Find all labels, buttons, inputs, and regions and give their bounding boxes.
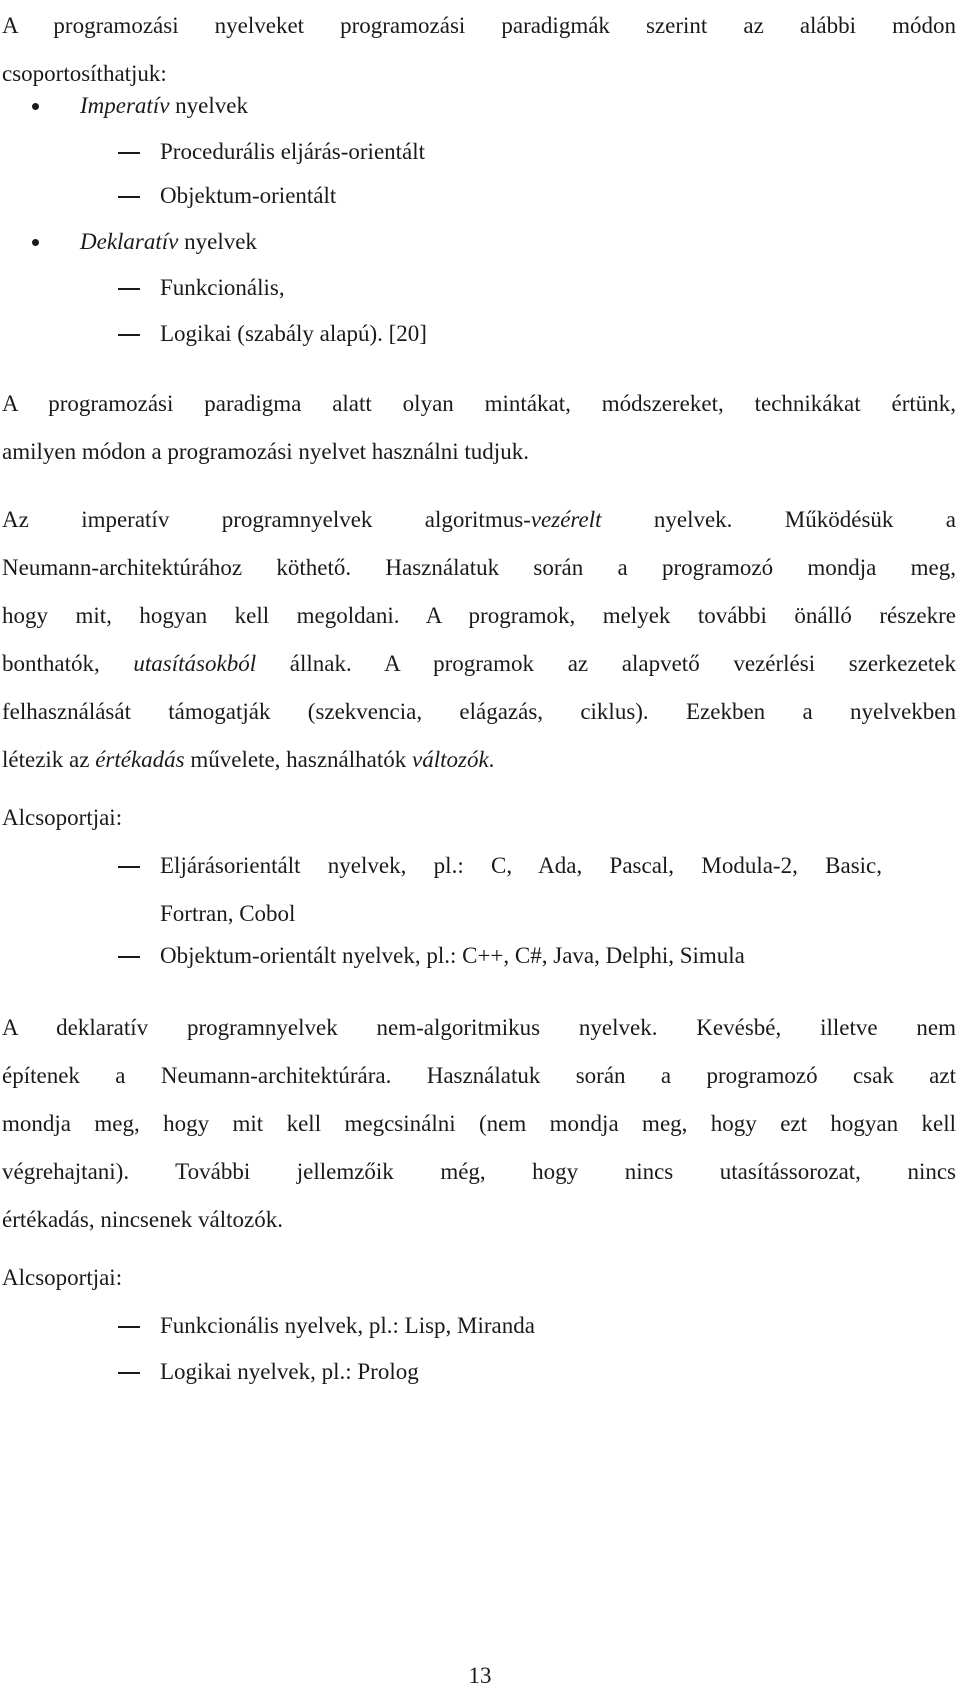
declarative-line-4: végrehajtani). További jellemzőik még, hogy nincs utasítássorozat, nincs xyxy=(2,1159,956,1184)
text-run: . xyxy=(488,747,495,772)
text-run: nyelvek. Működésük a xyxy=(601,507,956,532)
text-run-italic: változók xyxy=(412,747,489,772)
subitem-text: Logikai (szabály alapú). [20] xyxy=(160,321,427,346)
declarative-line-1: A deklaratív programnyelvek nem-algoritmikus nyelvek. Kevésbé, illetve nem xyxy=(2,1015,956,1040)
dash-icon xyxy=(118,1326,140,1328)
paradigm-subitem xyxy=(0,264,900,312)
dash-icon xyxy=(118,956,140,958)
declarative-line-2: építenek a Neumann-architektúrára. Használatuk során a programozó csak azt xyxy=(2,1063,956,1088)
intro-line-1: A programozási nyelveket programozási paradigmák szerint az alábbi módon xyxy=(2,13,956,38)
paradigm-suffix: nyelvek xyxy=(169,93,248,118)
declarative-line-3: mondja meg, hogy mit kell megcsinálni (nem mondja meg, hogy ezt hogyan kell xyxy=(2,1111,956,1136)
paradigm-suffix: nyelvek xyxy=(178,229,257,254)
subitem-text: Funkcionális nyelvek, pl.: Lisp, Miranda xyxy=(160,1313,535,1338)
definition-line-1: A programozási paradigma alatt olyan mintákat, módszereket, technikákat értünk, xyxy=(2,391,956,416)
definition-paragraph xyxy=(2,380,956,476)
paradigm-subitem xyxy=(0,128,900,176)
text-run: Az imperatív programnyelvek algoritmus- xyxy=(2,507,531,532)
bullet-icon xyxy=(32,239,39,246)
subitem-text: Funkcionális, xyxy=(160,275,285,300)
paradigm-subitem xyxy=(0,172,900,220)
imperative-paragraph xyxy=(2,496,956,784)
text-run-italic: értékadás xyxy=(95,747,185,772)
dash-icon xyxy=(118,866,140,868)
subgroups-heading: Alcsoportjai: xyxy=(2,1265,123,1290)
imperative-subgroups-heading xyxy=(2,794,956,842)
dash-icon xyxy=(118,288,140,290)
dash-icon xyxy=(118,196,140,198)
subgroup-line-1: Eljárásorientált nyelvek, pl.: C, Ada, Pascal, Modula-2, Basic, xyxy=(160,853,882,878)
dash-icon xyxy=(118,334,140,336)
dash-icon xyxy=(118,152,140,154)
paradigm-declarative xyxy=(0,218,900,266)
subitem-text: Objektum-orientált xyxy=(160,183,337,208)
text-run: művelete, használhatók xyxy=(184,747,413,772)
imperative-line-2: Neumann-architektúrához köthető. Használatuk során a programozó mondja meg, xyxy=(2,555,956,580)
paradigm-name: Imperatív xyxy=(80,93,170,118)
subgroup-item xyxy=(0,1302,900,1350)
dash-icon xyxy=(118,1372,140,1374)
subgroup-item-text xyxy=(160,842,882,938)
page-number: 13 xyxy=(468,1663,492,1688)
subitem-text: Logikai nyelvek, pl.: Prolog xyxy=(160,1359,419,1384)
subgroup-line-2: Fortran, Cobol xyxy=(160,901,296,926)
declarative-paragraph xyxy=(2,1004,956,1244)
text-run: bonthatók, xyxy=(2,651,134,676)
subitem-text: Objektum-orientált nyelvek, pl.: C++, C#, Java, Delphi, Simula xyxy=(160,943,745,968)
paradigm-subitem xyxy=(0,310,900,358)
subitem-text: Procedurális eljárás-orientált xyxy=(160,139,426,164)
definition-line-2: amilyen módon a programozási nyelvet használni tudjuk. xyxy=(2,439,529,464)
bullet-icon xyxy=(32,103,39,110)
intro-line-2: csoportosíthatjuk: xyxy=(2,61,167,86)
paradigm-imperative xyxy=(0,82,900,130)
declarative-line-5: értékadás, nincsenek változók. xyxy=(2,1207,283,1232)
subgroup-item xyxy=(0,932,900,980)
paradigm-name: Deklaratív xyxy=(80,229,179,254)
imperative-line-5: felhasználását támogatják (szekvencia, elágazás, ciklus). Ezekben a nyelvekben xyxy=(2,699,956,724)
imperative-line-3: hogy mit, hogyan kell megoldani. A programok, melyek további önálló részekre xyxy=(2,603,956,628)
declarative-subgroups-heading xyxy=(2,1254,956,1302)
text-run-italic: vezérelt xyxy=(530,507,602,532)
subgroups-heading: Alcsoportjai: xyxy=(2,805,123,830)
subgroup-item xyxy=(0,1348,900,1396)
text-run: állnak. A programok az alapvető vezérlési szerkezetek xyxy=(256,651,957,676)
text-run-italic: utasításokból xyxy=(133,651,257,676)
text-run: létezik az xyxy=(2,747,96,772)
